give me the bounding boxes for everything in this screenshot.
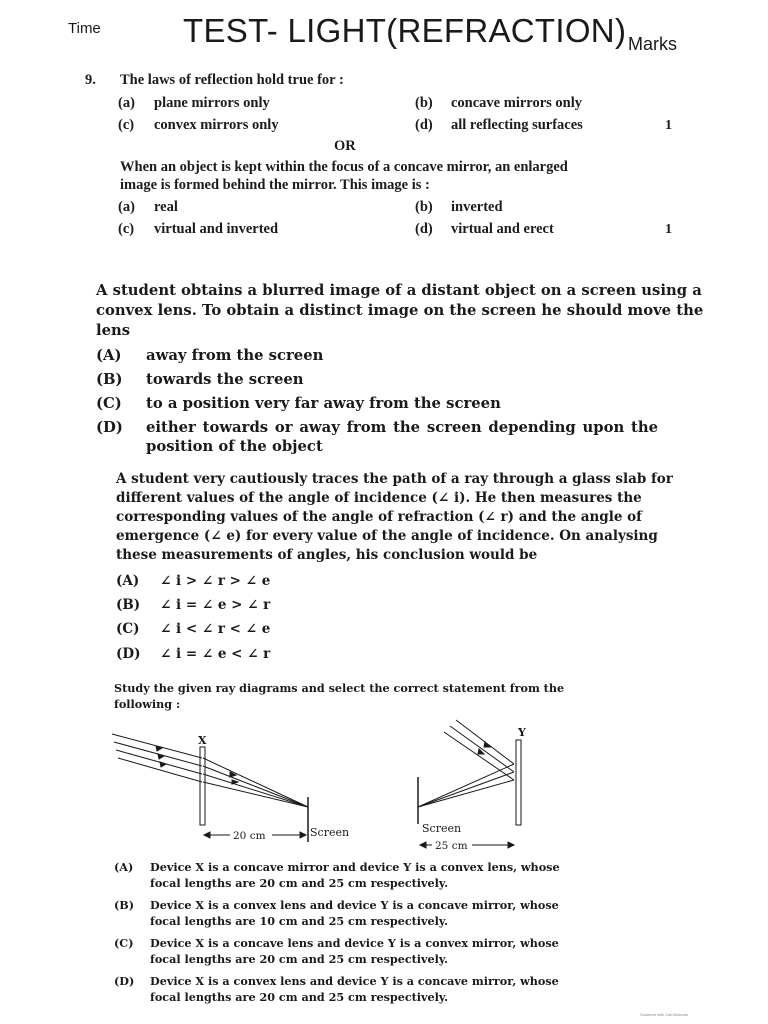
time-label: Time	[68, 20, 101, 37]
option-letter: (B)	[96, 371, 123, 388]
option-letter: (C)	[96, 395, 122, 412]
refracted-ray	[203, 766, 308, 807]
option-letter: (d)	[415, 117, 433, 133]
refracted-ray	[203, 758, 308, 807]
question-stem-line: A student very cautiously traces the path of a ray through a glass slab for	[116, 471, 673, 487]
reflected-ray	[418, 772, 514, 807]
option-letter: (A)	[116, 573, 140, 589]
option-text-continued: focal lengths are 20 cm and 25 cm respectively.	[150, 952, 449, 966]
option-letter: (c)	[118, 221, 135, 237]
option-letter: (c)	[118, 117, 135, 133]
option-letter: (d)	[415, 221, 433, 237]
device-y	[516, 740, 521, 825]
dimension-arrow	[204, 832, 210, 838]
ray-arrow	[160, 762, 166, 767]
option-text-continued: position of the object	[146, 438, 323, 455]
option-text: ∠ i > ∠ r > ∠ e	[160, 573, 271, 589]
option-text: to a position very far away from the screen	[146, 395, 501, 412]
option-text: Device X is a concave mirror and device Y is a convex lens, whose	[150, 860, 560, 874]
option-letter: (b)	[415, 95, 433, 111]
option-text: virtual and erect	[451, 221, 554, 237]
refracted-ray	[203, 774, 308, 807]
distance-right: 25 cm	[435, 840, 468, 852]
distance-left: 20 cm	[233, 830, 266, 842]
option-letter: (a)	[118, 95, 135, 111]
incident-ray	[450, 726, 514, 772]
option-text: real	[154, 199, 178, 215]
option-text: concave mirrors only	[451, 95, 583, 111]
option-text: virtual and inverted	[154, 221, 279, 237]
question-number: 9.	[85, 72, 96, 88]
question-stem-line: emergence (∠ e) for every value of the angle of incidence. On analysing	[116, 528, 658, 544]
question-stem-line: different values of the angle of incidence (∠ i). He then measures the	[116, 490, 642, 506]
diagram-left	[112, 734, 308, 842]
reflected-ray	[418, 780, 514, 807]
screen-left-label: Screen	[310, 826, 350, 839]
question-stem-line: Study the given ray diagrams and select the correct statement from the	[114, 681, 565, 695]
option-text: towards the screen	[146, 371, 304, 388]
option-text: Device X is a convex lens and device Y is a concave mirror, whose	[150, 974, 559, 988]
question-stem-line: lens	[96, 322, 131, 339]
reflected-ray	[418, 764, 514, 807]
option-text: convex mirrors only	[154, 117, 279, 133]
option-text: Device X is a concave lens and device Y is a convex mirror, whose	[150, 936, 559, 950]
option-letter: (D)	[116, 646, 141, 662]
question-marks: 1	[665, 118, 672, 133]
question-marks: 1	[665, 222, 672, 237]
marks-label: Marks	[628, 34, 677, 54]
question-stem-line: these measurements of angles, his conclusion would be	[116, 547, 538, 563]
or-label: OR	[334, 138, 356, 154]
option-letter: (a)	[118, 199, 135, 215]
option-text-continued: focal lengths are 20 cm and 25 cm respectively.	[150, 876, 449, 890]
option-text: plane mirrors only	[154, 95, 270, 111]
option-text: ∠ i = ∠ e < ∠ r	[160, 646, 271, 662]
option-letter: (A)	[96, 347, 122, 364]
ray-diagram	[100, 712, 560, 857]
ray-arrow	[158, 754, 164, 759]
option-letter: (A)	[114, 860, 134, 874]
option-letter: (C)	[116, 621, 140, 637]
option-text: either towards or away from the screen depending upon the	[146, 419, 658, 436]
option-text: inverted	[451, 199, 503, 215]
option-letter: (b)	[415, 199, 433, 215]
option-text: all reflecting surfaces	[451, 117, 583, 133]
option-text-continued: focal lengths are 10 cm and 25 cm respectively.	[150, 914, 449, 928]
option-letter: (B)	[116, 597, 141, 613]
screen-right-label: Screen	[422, 822, 462, 835]
option-letter: (D)	[96, 419, 123, 436]
question-stem: The laws of reflection hold true for :	[120, 72, 344, 88]
option-letter: (B)	[114, 898, 135, 912]
question-stem-line: following :	[114, 697, 181, 711]
dimension-arrow	[300, 832, 306, 838]
question-stem-line: When an object is kept within the focus of a concave mirror, an enlarged	[120, 159, 568, 175]
question-stem-line: corresponding values of the angle of refraction (∠ r) and the angle of	[116, 509, 642, 525]
option-text: ∠ i = ∠ e > ∠ r	[160, 597, 271, 613]
option-text: ∠ i < ∠ r < ∠ e	[160, 621, 271, 637]
question-stem-line: convex lens. To obtain a distinct image on the screen he should move the	[96, 302, 704, 319]
label-y: Y	[518, 726, 526, 739]
question-stem-line: image is formed behind the mirror. This image is :	[120, 177, 430, 193]
label-x: X	[198, 734, 207, 747]
dimension-arrow	[420, 842, 426, 848]
question-stem-line: A student obtains a blurred image of a distant object on a screen using a	[96, 282, 702, 299]
option-text: Device X is a convex lens and device Y is a concave mirror, whose	[150, 898, 559, 912]
option-text: away from the screen	[146, 347, 324, 364]
option-letter: (C)	[114, 936, 134, 950]
refracted-ray	[203, 782, 308, 807]
scanner-watermark: Scanned with CamScanner	[640, 1012, 689, 1017]
dimension-arrow	[508, 842, 514, 848]
option-text-continued: focal lengths are 20 cm and 25 cm respectively.	[150, 990, 449, 1004]
option-letter: (D)	[114, 974, 135, 988]
ray-arrow	[232, 780, 238, 784]
page-title: TEST- LIGHT(REFRACTION)	[183, 12, 627, 49]
